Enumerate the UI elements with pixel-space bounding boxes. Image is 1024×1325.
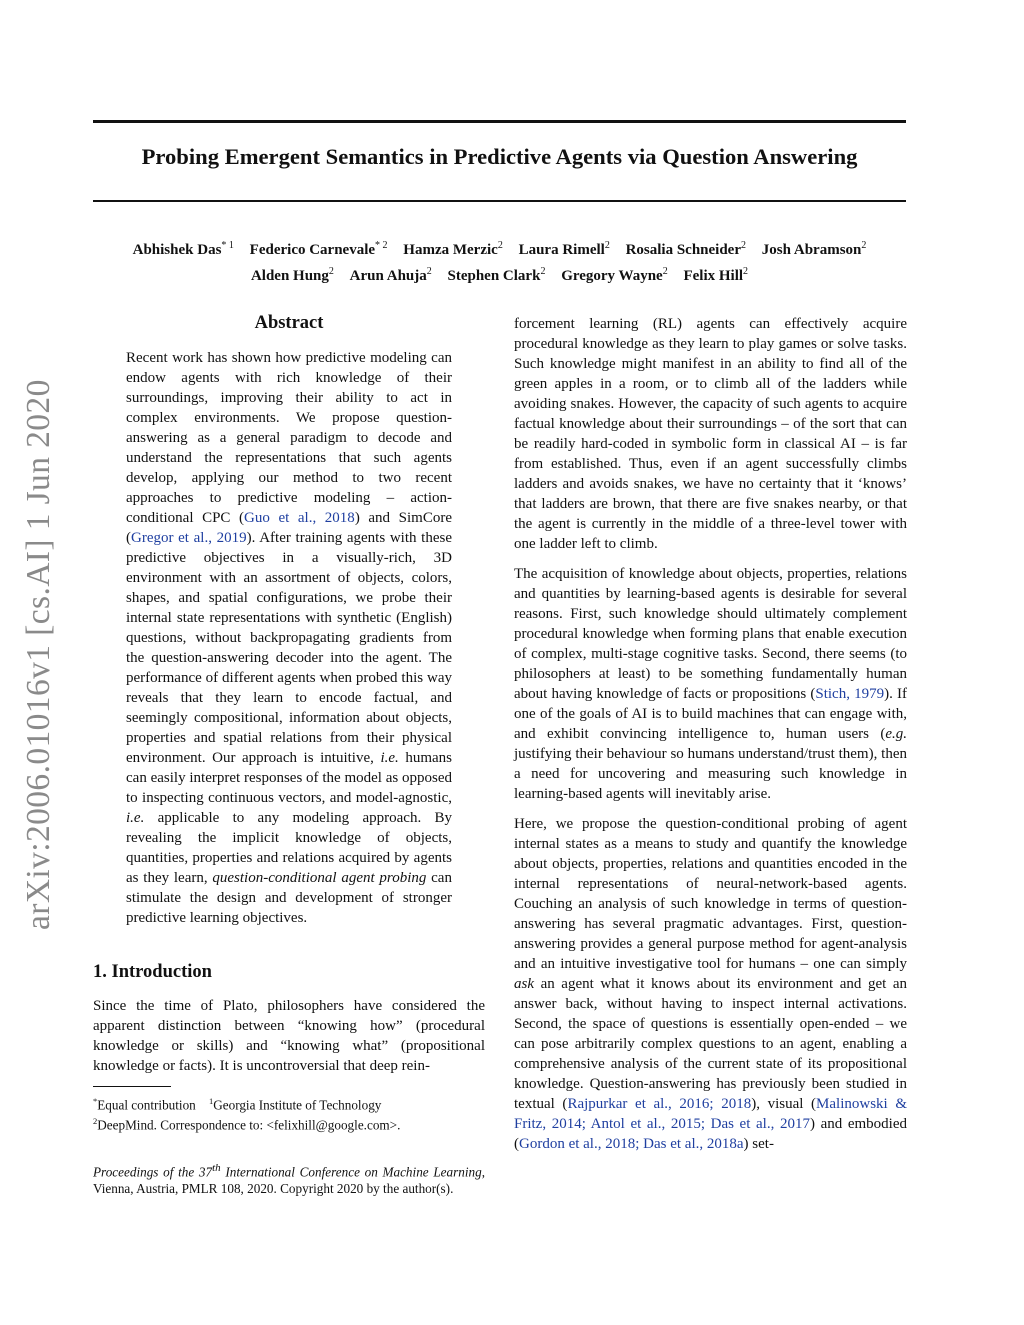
intro-paragraph: Since the time of Plato, philosophers have considered the apparent distinction between “knowing how” (procedural knowledge or skills) and “knowing what” (propositional knowledge or facts). It is uncontroversial that deep rein- — [93, 998, 485, 1074]
author: Laura Rimell$^2$ — [518, 240, 610, 258]
abstract-text: Recent work has shown how predictive modeling can endow agents with rich knowledge of their surroundings, improving their ability to act in complex environments. We propose question-answering as a general paradigm to decode and understand the representations that such agents develop, applying our method to two recent approaches to predictive modeling – action-conditional CPC (Guo et al., 2018) and SimCore (Gregor et al., 2019). After training agents with these predictive objectives in a visually-rich, 3D environment with an assortment of objects, colors, shapes, and spatial configurations, we probe their internal state representations with synthetic (English) questions, without backpropagating gradients from the question-answering decoder into the agent. The performance of different agents when probed this way reveals that they learn to encode factual, and seemingly compositional, information about objects, properties and spatial relations from their physical environment. Our approach is intuitive, i.e. humans can easily interpret responses of the model as opposed to inspecting continuous vectors, and model-agnostic, i.e. applicable to any modeling approach. By revealing the implicit knowledge of objects, quantities, properties and relations acquired by agents as they learn, question-conditional agent probing can stimulate the design and development of stronger predictive learning objectives. — [126, 350, 452, 926]
author: Federico Carnevale$^{* 2}$ — [249, 240, 388, 258]
proceedings-notice: Proceedings of the 37th International Conference on Machine Learning, Vienna, Austria, PMLR 108, 2020. Copyright 2020 by the author(s). — [93, 1161, 485, 1197]
paper-title: Probing Emergent Semantics in Predictive Agents via Question Answering — [141, 144, 858, 169]
author: Alden Hung$^2$ — [250, 266, 334, 284]
citation-link[interactable]: Malinowski & Fritz, 2014; Antol et al., 2015; Das et al., 2017 — [514, 1096, 907, 1132]
arxiv-stamp: arXiv:2006.01016v1 [cs.AI] 1 Jun 2020 — [20, 379, 57, 930]
title-rule-bottom — [93, 200, 906, 202]
author: Felix Hill$^2$ — [683, 266, 749, 284]
section-heading-introduction: 1. Introduction — [93, 962, 212, 982]
author: Hamza Merzic$^2$ — [403, 240, 503, 258]
citation-link[interactable]: Rajpurkar et al., 2016; 2018 — [567, 1096, 752, 1112]
footnote-affiliations: *Equal contribution $^1$Georgia Institute of Technology $^2$DeepMind. Correspondence to: <felixhill@google.com>. — [93, 1096, 401, 1133]
intro-paragraph: The acquisition of knowledge about objects, properties, relations and quantities by learning-based agents is desirable for several reasons. First, such knowledge should ultimately complement procedural knowledge when forming plans that enable execution of complex, multi-stage cognitive tasks. Second, there seems (to philosophers at least) to be something fundamentally human about having knowledge of facts or propositions (Stich, 1979). If one of the goals of AI is to build machines that can engage with, and exhibit convincing intelligence to, human users (e.g. justifying their behaviour so humans understand/trust them), then a need for uncovering and measuring such knowledge in learning-based agents will inevitably arise. — [514, 566, 907, 802]
author: Abhishek Das$^{* 1}$ — [132, 240, 234, 258]
abstract-heading: Abstract — [254, 313, 324, 333]
title-rule-top — [93, 120, 906, 123]
citation-link[interactable]: Gordon et al., 2018; Das et al., 2018a — [519, 1136, 744, 1152]
intro-paragraph: forcement learning (RL) agents can effectively acquire procedural knowledge as they learn to play games or solve tasks. Such knowledge might manifest in an ability to find all of the green apples in a room, or to climb all of the ladders while avoiding snakes. However, the capacity of such agents to acquire factual knowledge about their surroundings – of the sort that can be readily hard-coded in symbolic form in classical AI – is far from established. Thus, even if an agent successfully climbs ladders and avoids snakes, we have no certainty that it ‘knows’ that ladders are brown, that there are five snakes nearby, or that the agent is currently in the middle of a three-level tower with one ladder left to climb. — [514, 316, 907, 552]
author: Josh Abramson$^2$ — [761, 240, 867, 258]
citation-link[interactable]: Gregor et al., 2019 — [131, 530, 247, 546]
author: Rosalia Schneider$^2$ — [625, 240, 747, 258]
author: Gregory Wayne$^2$ — [561, 266, 668, 284]
author: Arun Ahuja$^2$ — [349, 266, 432, 284]
footnote-rule — [93, 1086, 171, 1087]
intro-paragraph: Here, we propose the question-conditional probing of agent internal states as a means to study and quantify the knowledge about objects, properties, relations and quantities encoded in the internal representations of neural-network-based agents. Couching an analysis of such knowledge in terms of question-answering has several pragmatic advantages. First, question-answering provides a general purpose method for agent-analysis and an intuitive investigative tool for humans – one can simply ask an agent what it knows about its environment and get an answer back, without having to inspect internal activations. Second, the space of questions is essentially open-ended – we can pose arbitrarily complex questions to an agent, enabling a comprehensive analysis of the current state of its propositional knowledge. Question-answering has previously been studied in textual (Rajpurkar et al., 2016; 2018), visual (Malinowski & Fritz, 2014; Antol et al., 2015; Das et al., 2017) and embodied (Gordon et al., 2018; Das et al., 2018a) set- — [514, 816, 907, 1152]
citation-link[interactable]: Stich, 1979 — [815, 686, 885, 702]
author-list — [93, 235, 906, 287]
author: Stephen Clark$^2$ — [447, 266, 546, 284]
citation-link[interactable]: Guo et al., 2018 — [244, 510, 355, 526]
left-column — [93, 310, 485, 1210]
right-column — [514, 314, 907, 1154]
